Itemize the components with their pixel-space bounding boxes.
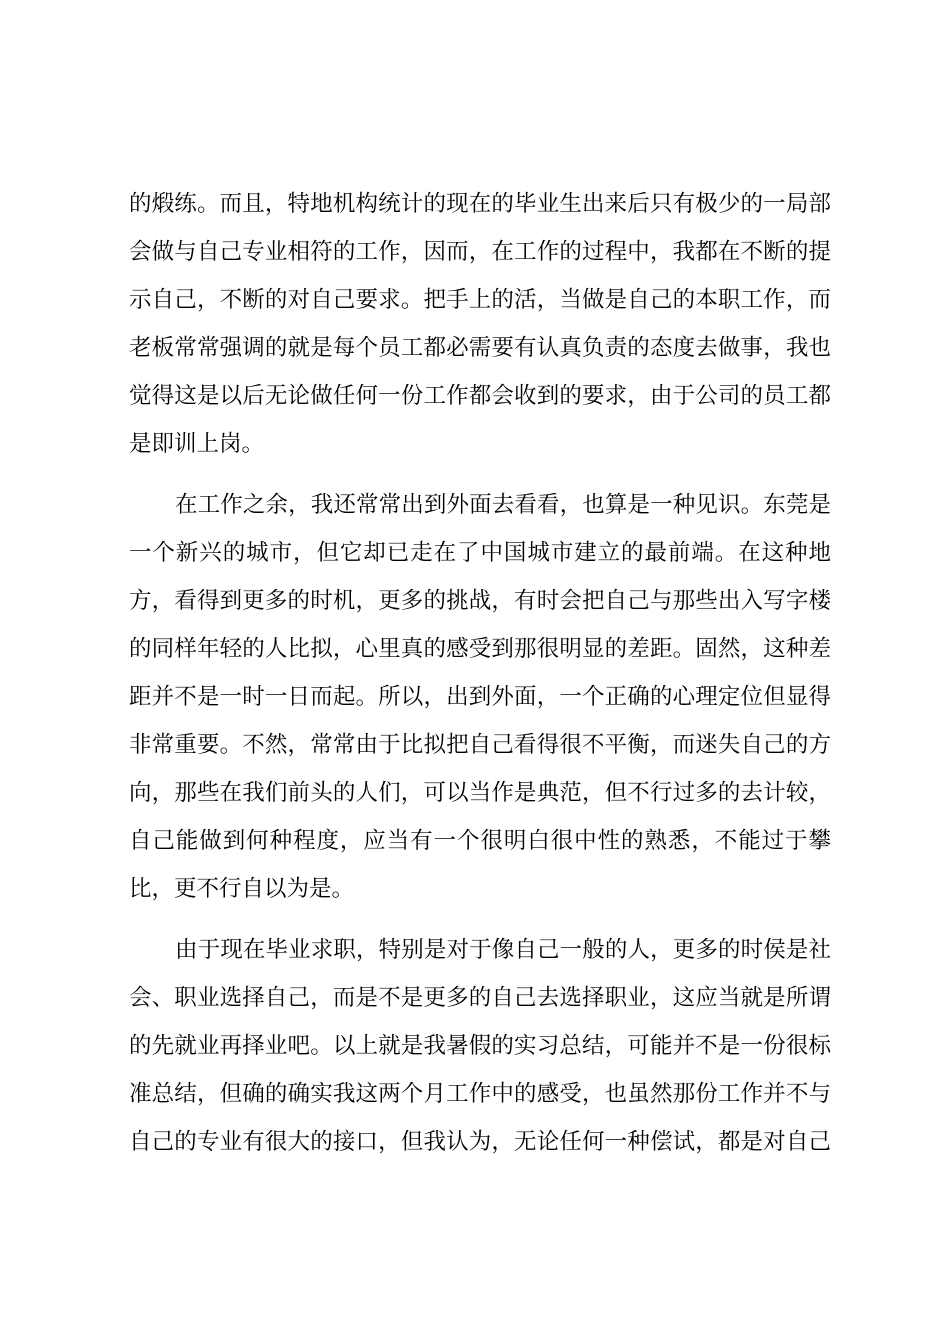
paragraph-2-line-7: 向，那些在我们前头的人们，可以当作是典范，但不行过多的去计较，	[129, 780, 831, 806]
paragraph-1-line-1: 的煅练。而且，特地机构统计的现在的毕业生出来后只有极少的一局部	[129, 191, 831, 217]
paragraph-1-line-5: 觉得这是以后无论做任何一份工作都会收到的要求，由于公司的员工都	[129, 383, 831, 409]
paragraph-1-line-2: 会做与自己专业相符的工作，因而，在工作的过程中，我都在不断的提	[129, 239, 831, 265]
paragraph-2-line-1: 在工作之余，我还常常出到外面去看看，也算是一种见识。东莞是	[175, 492, 831, 518]
paragraph-3-line-2: 会、职业选择自己，而是不是更多的自己去选择职业，这应当就是所谓	[129, 985, 831, 1011]
paragraph-3-line-3: 的先就业再择业吧。以上就是我暑假的实习总结，可能并不是一份很标	[129, 1033, 831, 1059]
paragraph-2-line-6: 非常重要。不然，常常由于比拟把自己看得很不平衡，而迷失自己的方	[129, 732, 831, 758]
paragraph-1-line-6: 是即训上岗。	[129, 431, 265, 457]
paragraph-2-line-4: 的同样年轻的人比拟，心里真的感受到那很明显的差距。固然，这种差	[129, 636, 831, 662]
paragraph-1-line-3: 示自己，不断的对自己要求。把手上的活，当做是自己的本职工作，而	[129, 287, 831, 313]
paragraph-2-line-2: 一个新兴的城市，但它却已走在了中国城市建立的最前端。在这种地	[129, 540, 831, 566]
paragraph-2-line-5: 距并不是一时一日而起。所以，出到外面，一个正确的心理定位但显得	[129, 684, 831, 710]
paragraph-2-line-3: 方，看得到更多的时机，更多的挑战，有时会把自己与那些出入写字楼	[129, 588, 831, 614]
paragraph-3-line-5: 自己的专业有很大的接口，但我认为，无论任何一种偿试，都是对自己	[129, 1129, 831, 1155]
paragraph-2-line-8: 自己能做到何种程度，应当有一个很明白很中性的熟悉，不能过于攀	[129, 828, 831, 854]
paragraph-3-line-4: 准总结，但确的确实我这两个月工作中的感受，也虽然那份工作并不与	[129, 1081, 831, 1107]
paragraph-3-line-1: 由于现在毕业求职，特别是对于像自己一般的人，更多的时侯是社	[175, 937, 831, 963]
paragraph-1-line-4: 老板常常强调的就是每个员工都必需要有认真负责的态度去做事，我也	[129, 335, 831, 361]
paragraph-2-line-9: 比，更不行自以为是。	[129, 876, 355, 902]
